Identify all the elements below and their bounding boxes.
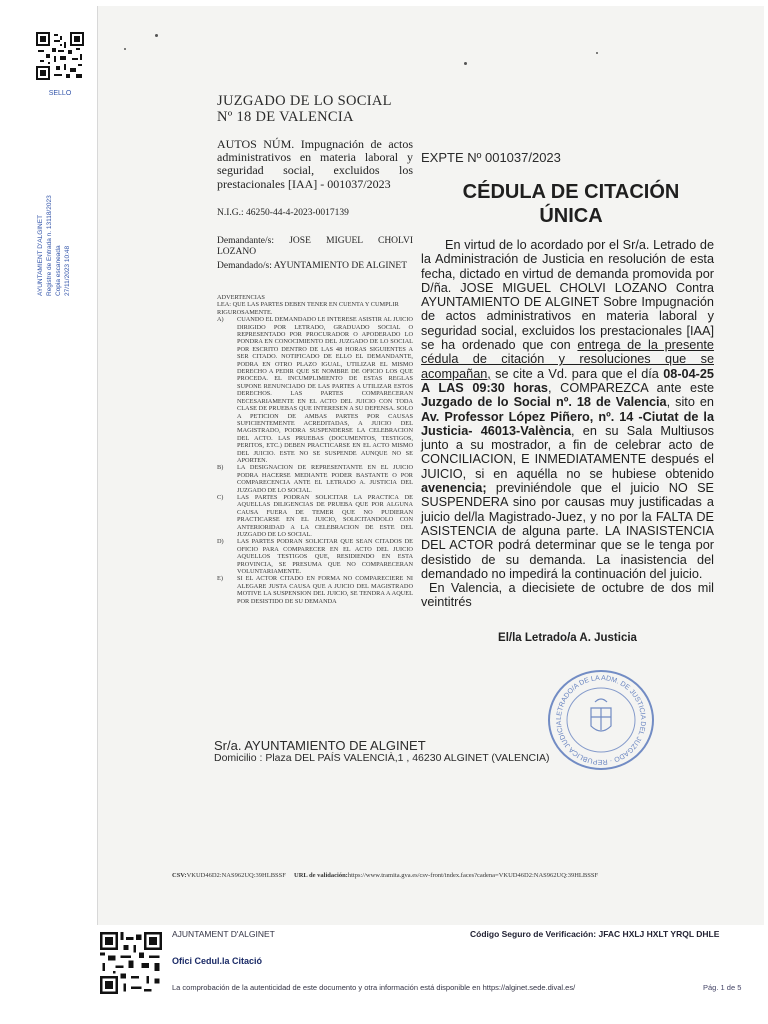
registry-line: 27/11/2023 10:48	[64, 245, 71, 296]
csv-code: VKUD46D2:NAS962UQ:39HLBSSF	[186, 872, 286, 879]
footer-authenticity-note: La comprobación de la autenticidad de este documento y otra información está disponible en https://alginet.sede.dival.es/	[172, 983, 576, 992]
validation-url: https://www.tramita.gva.es/csv-front/index.faces?cadena=VKUD46D2:NAS962UQ:39HLBSSF	[347, 872, 599, 879]
defendant: Demandado/s: AYUNTAMIENTO DE ALGINET	[217, 261, 408, 271]
scan-speck	[124, 48, 126, 50]
registry-line: Registre de Entrada n. 13118/2023	[46, 195, 53, 296]
csv-label: CSV:	[172, 872, 187, 879]
addressee-address: Domicilio : Plaza DEL PAÍS VALENCIÀ,1 , 46230 ALGINET (VALENCIA)	[214, 752, 550, 764]
parties-block	[217, 236, 413, 272]
warning-item: A) CUANDO EL DEMANDADO LE INTERESE ASISTIR AL JUICIO DIRIGIDO POR LETRADO, GRADUADO SOCIAL O REPRESENTADO POR PROCURADOR O APODERADO LO PONDRA EN CONOCIMIENTO DEL JUZGADO DE LO SOCIAL POR ESCRITO DENTRO DE LAS 48 HORAS SIGUIENTES A SER CITADO. NOTIFICADO DE ELLO EL DEMANDANTE, PODRA EN OTRO PLAZO IGUAL, UTILIZAR EL MISMO DERECHO A PEDIR QUE SE NOMBRE DE OFICIO LOS QUE PROCEDA. EL INCUMPLIMIENTO DE ESTAS REGLAS SUPONE RENUNCIADO DE LAS PARTES A UTILIZAR ESTOS DERECHOS. LAS PARTES COMPARECERAN NECESARIAMENTE EN EL ACTO DEL JUICIO CON TODA CLASE DE PRUEBAS QUE INTERESEN A SU DEFENSA. SOLO A PETICION DE AMBAS PARTES POR CAUSAS SUFICIENTEMENTE ACREDITADAS, A JUICIO DEL MAGISTRADO, PODRA SUSPENDERSE LA CELEBRACION DEL ACTO. LAS PRUEBAS (DOCUMENTOS, TESTIGOS, PERITOS, ETC.) DEBEN PRACTICARSE EN EL ACTO MISMO DEL JUICIO. ESTE NO SE SUSPENDE AUNQUE NO SE APORTEN.	[217, 316, 413, 464]
side-qr-code	[36, 32, 84, 80]
case-description: AUTOS NÚM. Impugnación de actos administrativos en materia laboral y seguridad social, excluidos los prestacionales [IAA] - 001037/2023	[217, 137, 413, 191]
document-title	[421, 180, 721, 228]
warnings-intro: LEA: QUE LAS PARTES DEBEN TENER EN CUENTA Y CUMPLIR RIGUROSAMENTE.	[217, 301, 399, 316]
document-title-line: CÉDULA DE CITACIÓN	[462, 181, 680, 203]
csv-validation-line	[172, 872, 598, 879]
addressee-name: Sr/a. AYUNTAMIENTO DE ALGINET	[214, 738, 426, 753]
signature-line: El/la Letrado/a A. Justicia	[498, 632, 637, 644]
plaintiff: Demandante/s: JOSE MIGUEL CHOLVI LOZANO	[217, 236, 413, 257]
warning-item: D) LAS PARTES PODRAN SOLICITAR QUE SEAN CITADOS DE OFICIO PARA COMPARECER EN EL ACTO DEL JUICIO AQUELLOS TESTIGOS QUE, RESIDIENDO EN ESTA PROVINCIA, SE PRESUMA QUE NO COMPARECERAN VOLUNTARIAMENTE.	[217, 538, 413, 576]
warning-item: B) LA DESIGNACION DE REPRESENTANTE EN EL JUICIO PODRA HACERSE MEDIANTE PODER BASTANTE O POR COMPARECENCIA ANTE EL LETRADO A. JUSTICIA DEL JUZGADO DE LO SOCIAL.	[217, 464, 413, 494]
sello-label: SELLO	[48, 90, 72, 97]
warnings-title: ADVERTENCIAS	[217, 294, 265, 301]
scan-speck	[464, 62, 467, 65]
scan-speck	[596, 52, 598, 54]
warnings-block	[217, 294, 413, 605]
registry-line: Copia escaneada	[55, 245, 62, 296]
registry-line: AYUNTAMIENT D'ALGINET	[37, 214, 44, 296]
court-name: JUZGADO DE LO SOCIAL	[217, 93, 392, 109]
footer-page-number: Pág. 1 de 5	[703, 983, 742, 992]
registry-vertical-text	[36, 176, 72, 296]
warning-item: E) SI EL ACTOR CITADO EN FORMA NO COMPARECIERE NI ALEGARE JUSTA CAUSA QUE A JUICIO DEL MAGISTRADO MOTIVE LA SUSPENSION DEL JUICIO, SE TENDRA A AQUEL POR DESISTIDO DE SU DEMANDA	[217, 575, 413, 605]
citation-body	[421, 238, 714, 610]
scan-speck	[155, 34, 158, 37]
registry-stamp	[6, 90, 92, 296]
court-seal	[546, 668, 656, 772]
warning-item: C) LAS PARTES PODRAN SOLICITAR LA PRACTICA DE AQUELLAS DILIGENCIAS DE PRUEBA QUE POR ALGUNA CAUSA FUERA DE TEMER QUE NO PUDIERAN PRACTICARSE EN EL JUICIO, SOLICITANDOLO CON ANTERIORIDAD A LA CELEBRACION DE ESTE DEL JUZGADO DE LO SOCIAL.	[217, 493, 413, 538]
court-number: Nº 18 DE VALENCIA	[217, 109, 354, 125]
court-heading	[217, 93, 392, 125]
url-label: URL de validación:	[294, 872, 348, 879]
nig-number: N.I.G.: 46250-44-4-2023-0017139	[217, 208, 349, 218]
expediente-number: EXPTE Nº 001037/2023	[421, 150, 561, 165]
footer-qr-code	[100, 932, 162, 994]
footer-document-title: Ofici Cedul.la Citació	[172, 956, 263, 966]
document-title-line: ÚNICA	[539, 205, 603, 227]
citation-paragraph: En virtud de lo acordado por el Sr/a. Letrado de la Administración de Justicia en resolución de esta fecha, dictado en virtud de demanda promovida por D/ña. JOSE MIGUEL CHOLVI LOZANO Contra AYUNTAMIENTO DE ALGINET Sobre Impugnación de actos administrativos en materia laboral y seguridad social, excluidos los prestacionales [IAA] se ha ordenado que con entrega de la presente cédula de citación y resoluciones que se acompañan, se cite a Vd. para que el día 08-04-25 A LAS 09:30 horas, COMPAREZCA ante este Juzgado de lo Social nº. 18 de Valencia, sito en Av. Professor López Piñero, nº. 14 -Ciutat de la Justicia- 46013-València, en su Sala Multiusos junto a su mostrador, a fin de celebrar acto de CONCILIACION, E INMEDIATAMENTE después el JUICIO, si en aquélla no se hubiese obtenido avenencia; previniéndole que el juicio NO SE SUSPENDERA sino por causas muy justificadas a juicio del/la Magistrado-Juez, y no por la FALTA DE ASISTENCIA de alguna parte. LA INASISTENCIA DEL ACTOR podrá determinar que se le tenga por desistido de su demanda. La inasistencia del demandado no impedirá la continuación del juicio.	[421, 238, 715, 581]
footer-verification-code: Código Seguro de Verificación: JFAC HXLJ HXLT YRQL DHLE	[470, 929, 720, 939]
footer-organization: AJUNTAMENT D'ALGINET	[172, 929, 275, 939]
date-paragraph: En Valencia, a diecisiete de octubre de dos mil veintitrés	[421, 581, 714, 610]
svg-text:LETRADO/A DE LA ADM. DE JUSTIC: LETRADO/A DE LA ADM. DE JUSTICIA DEL JUZGADO · REPUBLICA JUDICIA	[555, 674, 647, 766]
